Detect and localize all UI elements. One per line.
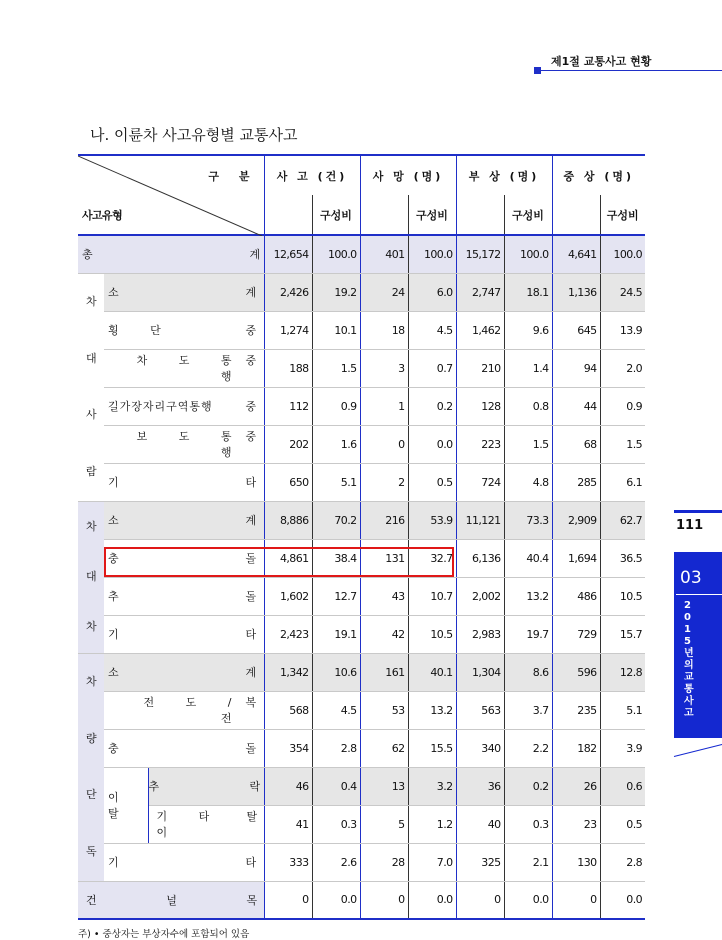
table-cell: 19.7 [504, 615, 552, 653]
row-label-a: 추 [108, 590, 119, 603]
table-cell: 0.9 [312, 387, 360, 425]
table-cell: 340 [456, 729, 504, 767]
table-cell: 2,909 [552, 501, 600, 539]
corner-bottom-label: 사고유형 [78, 195, 264, 235]
table-cell: 18.1 [504, 273, 552, 311]
row-label-a: 기 [108, 628, 119, 641]
category-char: 사 [85, 408, 97, 422]
table-cell: 0.0 [600, 881, 645, 919]
table-cell: 333 [264, 843, 312, 881]
table-cell: 62 [360, 729, 408, 767]
table-cell: 19.2 [312, 273, 360, 311]
table-cell: 2.0 [600, 349, 645, 387]
table-cell: 10.1 [312, 311, 360, 349]
share-header: 구성비 [504, 195, 552, 235]
table-cell: 15.5 [408, 729, 456, 767]
table-cell: 3.7 [504, 691, 552, 729]
category-char: 량 [85, 731, 97, 745]
table-cell: 486 [552, 577, 600, 615]
share-header: 구성비 [408, 195, 456, 235]
table-cell: 42 [360, 615, 408, 653]
table-cell: 650 [264, 463, 312, 501]
table-cell: 182 [552, 729, 600, 767]
table-cell: 1.6 [312, 425, 360, 463]
table-cell: 68 [552, 425, 600, 463]
row-label-wrap [104, 474, 260, 490]
table-row [78, 425, 645, 463]
table-cell: 28 [360, 843, 408, 881]
blank [360, 195, 408, 235]
corner-top-label: 구 분 [208, 169, 258, 183]
table-cell: 188 [264, 349, 312, 387]
corner-cell [78, 155, 264, 195]
table-cell: 325 [456, 843, 504, 881]
table-cell: 12.7 [312, 577, 360, 615]
col-injuries: 부 상 (명) [456, 155, 552, 195]
table-cell: 12.8 [600, 653, 645, 691]
table-cell: 9.6 [504, 311, 552, 349]
table-cell: 94 [552, 349, 600, 387]
chapter-number: 03 [680, 568, 702, 588]
row-label-wrap [153, 808, 261, 840]
table-cell: 1,304 [456, 653, 504, 691]
table-cell: 2,426 [264, 273, 312, 311]
row-label [104, 425, 264, 463]
table-cell: 43 [360, 577, 408, 615]
table-cell: 0.0 [504, 881, 552, 919]
table-cell: 40.4 [504, 539, 552, 577]
table-cell: 100.0 [600, 235, 645, 273]
row-label-b: 타 [245, 856, 256, 869]
table-cell: 73.3 [504, 501, 552, 539]
detach-label: 이 탈 [104, 767, 148, 843]
page-number: 111 [676, 518, 704, 533]
category-char: 람 [85, 465, 97, 479]
table-cell: 40.1 [408, 653, 456, 691]
row-label [104, 387, 264, 425]
table-cell: 10.6 [312, 653, 360, 691]
table-cell: 100.0 [504, 235, 552, 273]
row-label-wrap [104, 322, 260, 338]
table-cell: 161 [360, 653, 408, 691]
page-title: 나. 이륜차 사고유형별 교통사고 [90, 126, 298, 144]
row-label-a: 횡 단 [108, 324, 175, 337]
row-label-b: 복 [245, 696, 256, 709]
table-cell: 0.0 [312, 881, 360, 919]
table-cell: 2.8 [312, 729, 360, 767]
table-cell: 100.0 [312, 235, 360, 273]
table-cell: 6,136 [456, 539, 504, 577]
category-char: 차 [85, 674, 97, 688]
table-cell: 70.2 [312, 501, 360, 539]
table-cell: 2.6 [312, 843, 360, 881]
table-cell: 645 [552, 311, 600, 349]
footnote: 주) • 중상자는 부상자수에 포함되어 있음 [78, 929, 250, 940]
table-cell: 41 [264, 805, 312, 843]
table-cell: 62.7 [600, 501, 645, 539]
table-cell: 2,747 [456, 273, 504, 311]
table-cell: 1.4 [504, 349, 552, 387]
table-cell: 1.5 [312, 349, 360, 387]
table-cell: 0.7 [408, 349, 456, 387]
table-row [78, 615, 645, 653]
table-cell: 2,002 [456, 577, 504, 615]
table-cell: 0 [264, 881, 312, 919]
table-cell: 38.4 [312, 539, 360, 577]
table-cell: 23 [552, 805, 600, 843]
table-cell: 724 [456, 463, 504, 501]
table-cell: 4,641 [552, 235, 600, 273]
table-row [78, 843, 645, 881]
row-label-a: 차 도 통 행 [136, 354, 246, 383]
table-cell: 4.8 [504, 463, 552, 501]
table-cell: 1,342 [264, 653, 312, 691]
table-row [78, 577, 645, 615]
table-cell: 401 [360, 235, 408, 273]
share-header: 구성비 [312, 195, 360, 235]
table-cell: 0 [360, 425, 408, 463]
row-label [104, 615, 264, 653]
table-cell: 596 [552, 653, 600, 691]
highlight-box [104, 547, 454, 577]
table-cell: 0.9 [600, 387, 645, 425]
table-cell: 3 [360, 349, 408, 387]
table-row [78, 387, 645, 425]
table-cell: 1 [360, 387, 408, 425]
category-char: 단 [85, 788, 97, 802]
row-label-b: 계 [245, 666, 256, 679]
category-label [78, 273, 104, 501]
table-cell: 1,136 [552, 273, 600, 311]
table-cell: 354 [264, 729, 312, 767]
chapter-title: 2015년의교통사고 [684, 600, 694, 719]
row-label-a: 충 [108, 552, 119, 565]
row-label-wrap [104, 512, 260, 528]
table-cell: 2.8 [600, 843, 645, 881]
row-label-b: 탈 [246, 810, 257, 823]
col-accidents: 사 고 (건) [264, 155, 360, 195]
row-label-b: 중 [245, 354, 256, 367]
row-label-wrap [104, 352, 260, 384]
table-cell: 0.8 [504, 387, 552, 425]
category-text [78, 654, 104, 881]
table-cell: 36 [456, 767, 504, 805]
row-label-wrap [104, 854, 260, 870]
section-header: 제1절 교통사고 현황 [551, 55, 652, 68]
table-cell: 4,861 [264, 539, 312, 577]
row-label [104, 311, 264, 349]
table-cell: 0.5 [600, 805, 645, 843]
table-cell: 0.3 [312, 805, 360, 843]
row-label-a: 기 타 이 [156, 810, 224, 839]
table-row [78, 691, 645, 729]
table-row [78, 501, 645, 539]
table-row [78, 273, 645, 311]
category-char: 차 [85, 519, 97, 533]
row-label [104, 729, 264, 767]
row-label-a: 충 [108, 742, 119, 755]
table-row [78, 653, 645, 691]
table-cell: 4.5 [312, 691, 360, 729]
row-label [104, 843, 264, 881]
row-label-total: 총 [78, 235, 148, 273]
table-row [78, 349, 645, 387]
table-cell: 26 [552, 767, 600, 805]
row-label-b: 타 [245, 628, 256, 641]
row-label-b: 계 [245, 286, 256, 299]
table-cell: 53.9 [408, 501, 456, 539]
table-cell: 3.9 [600, 729, 645, 767]
row-label-wrap [104, 694, 260, 726]
table-cell: 202 [264, 425, 312, 463]
table-row [78, 311, 645, 349]
row-label-b: 계 [245, 514, 256, 527]
table-cell: 3.2 [408, 767, 456, 805]
table-cell: 8,886 [264, 501, 312, 539]
table-cell: 1.2 [408, 805, 456, 843]
row-label-b: 타 [245, 476, 256, 489]
row-label-sum: 계 [148, 235, 264, 273]
row-label-b: 돌 [245, 552, 256, 565]
table-cell: 0.6 [600, 767, 645, 805]
table-cell: 130 [552, 843, 600, 881]
table-cell: 10.5 [600, 577, 645, 615]
row-label-b: 중 [245, 430, 256, 443]
category-char: 독 [85, 845, 97, 859]
side-bar [674, 510, 722, 513]
row-label [104, 691, 264, 729]
share-header: 구성비 [600, 195, 645, 235]
row-label-wrap [104, 428, 260, 460]
category-char: 차 [85, 620, 97, 634]
table-cell: 216 [360, 501, 408, 539]
row-label [104, 463, 264, 501]
table-row [78, 235, 645, 273]
table-cell: 568 [264, 691, 312, 729]
table-cell: 6.0 [408, 273, 456, 311]
row-label-wrap [104, 664, 260, 680]
table-cell: 46 [264, 767, 312, 805]
category-label [78, 501, 104, 653]
table-cell: 5.1 [600, 691, 645, 729]
table-cell: 0.2 [408, 387, 456, 425]
blank [552, 195, 600, 235]
decor-line [674, 743, 722, 757]
category-char: 대 [85, 569, 97, 583]
row-label-a: 소 [108, 666, 119, 679]
row-label-b: 목 [246, 893, 257, 907]
table-cell: 285 [552, 463, 600, 501]
row-label-b: 중 [245, 400, 256, 413]
table-cell: 19.1 [312, 615, 360, 653]
table-cell: 4.5 [408, 311, 456, 349]
table-cell: 223 [456, 425, 504, 463]
row-label-b: 락 [249, 780, 260, 793]
table-cell: 11,121 [456, 501, 504, 539]
table-cell: 44 [552, 387, 600, 425]
table-cell: 729 [552, 615, 600, 653]
row-label-b: 돌 [245, 590, 256, 603]
table-cell: 1,274 [264, 311, 312, 349]
table-row [78, 729, 645, 767]
row-label-wrap [104, 626, 260, 642]
blank [456, 195, 504, 235]
row-label [104, 501, 264, 539]
table-cell: 128 [456, 387, 504, 425]
table-cell: 1.5 [600, 425, 645, 463]
table-cell: 13.2 [504, 577, 552, 615]
table-cell: 5 [360, 805, 408, 843]
table-cell: 13.9 [600, 311, 645, 349]
category-char: 대 [85, 351, 97, 365]
table-cell: 24 [360, 273, 408, 311]
table-cell: 2.1 [504, 843, 552, 881]
table-cell: 100.0 [408, 235, 456, 273]
table-cell: 53 [360, 691, 408, 729]
table-cell: 2,983 [456, 615, 504, 653]
row-label-b: 중 [245, 324, 256, 337]
row-label-wrap [104, 740, 260, 756]
table-cell: 1,462 [456, 311, 504, 349]
table-cell: 5.1 [312, 463, 360, 501]
row-label-a: 추 [148, 780, 159, 793]
table-cell: 2,423 [264, 615, 312, 653]
table-cell: 18 [360, 311, 408, 349]
row-label [148, 805, 264, 843]
table-cell: 36.5 [600, 539, 645, 577]
table-cell: 40 [456, 805, 504, 843]
row-label-a: 기 [108, 856, 119, 869]
col-deaths: 사 망 (명) [360, 155, 456, 195]
row-label-m: 널 [166, 893, 177, 907]
row-label-a: 전 도 / 전 [143, 696, 246, 725]
row-label-a: 길가장자리구역통행 [108, 400, 213, 413]
table-cell: 15.7 [600, 615, 645, 653]
table-cell: 13.2 [408, 691, 456, 729]
table-row [78, 881, 645, 919]
blank [264, 195, 312, 235]
table-cell: 563 [456, 691, 504, 729]
table-cell: 1,694 [552, 539, 600, 577]
row-label-a: 건 [86, 893, 97, 907]
table-cell: 0.2 [504, 767, 552, 805]
row-label-a: 소 [108, 514, 119, 527]
row-label-wrap [104, 398, 260, 414]
category-label [78, 653, 104, 881]
table-cell: 7.0 [408, 843, 456, 881]
table-cell: 6.1 [600, 463, 645, 501]
table-cell: 131 [360, 539, 408, 577]
table-cell: 10.7 [408, 577, 456, 615]
row-label-wrap [104, 284, 260, 300]
header-rule [540, 70, 722, 71]
table-cell: 235 [552, 691, 600, 729]
table-cell: 13 [360, 767, 408, 805]
table-cell: 210 [456, 349, 504, 387]
table-cell: 0.0 [408, 881, 456, 919]
table-cell: 0.0 [408, 425, 456, 463]
data-table [78, 154, 645, 920]
table-cell: 24.5 [600, 273, 645, 311]
table-cell: 32.7 [408, 539, 456, 577]
row-label-a: 보 도 통 행 [136, 430, 246, 459]
category-text [78, 502, 104, 653]
table-cell: 12,654 [264, 235, 312, 273]
row-label-wrap [104, 588, 260, 604]
category-char: 차 [85, 294, 97, 308]
table-cell: 0.3 [504, 805, 552, 843]
table-cell: 2 [360, 463, 408, 501]
table-cell: 1.5 [504, 425, 552, 463]
table-cell: 0.5 [408, 463, 456, 501]
table-row [78, 767, 645, 805]
row-label [78, 881, 264, 919]
col-serious: 중 상 (명) [552, 155, 645, 195]
row-label-wrap [82, 892, 261, 908]
table-cell: 0 [360, 881, 408, 919]
table-cell: 10.5 [408, 615, 456, 653]
row-label-a: 기 [108, 476, 119, 489]
table-row [78, 805, 645, 843]
category-text [78, 274, 104, 501]
row-label [104, 349, 264, 387]
table-cell: 1,602 [264, 577, 312, 615]
table-cell: 0 [552, 881, 600, 919]
table-cell: 8.6 [504, 653, 552, 691]
table-row [78, 463, 645, 501]
table-cell: 15,172 [456, 235, 504, 273]
row-label [104, 577, 264, 615]
row-label-b: 돌 [245, 742, 256, 755]
table-cell: 112 [264, 387, 312, 425]
table-cell: 2.2 [504, 729, 552, 767]
row-label [104, 273, 264, 311]
table-cell: 0.4 [312, 767, 360, 805]
row-label-a: 소 [108, 286, 119, 299]
chapter-divider [676, 594, 722, 595]
table-cell: 0 [456, 881, 504, 919]
row-label [148, 767, 264, 805]
row-label [104, 653, 264, 691]
